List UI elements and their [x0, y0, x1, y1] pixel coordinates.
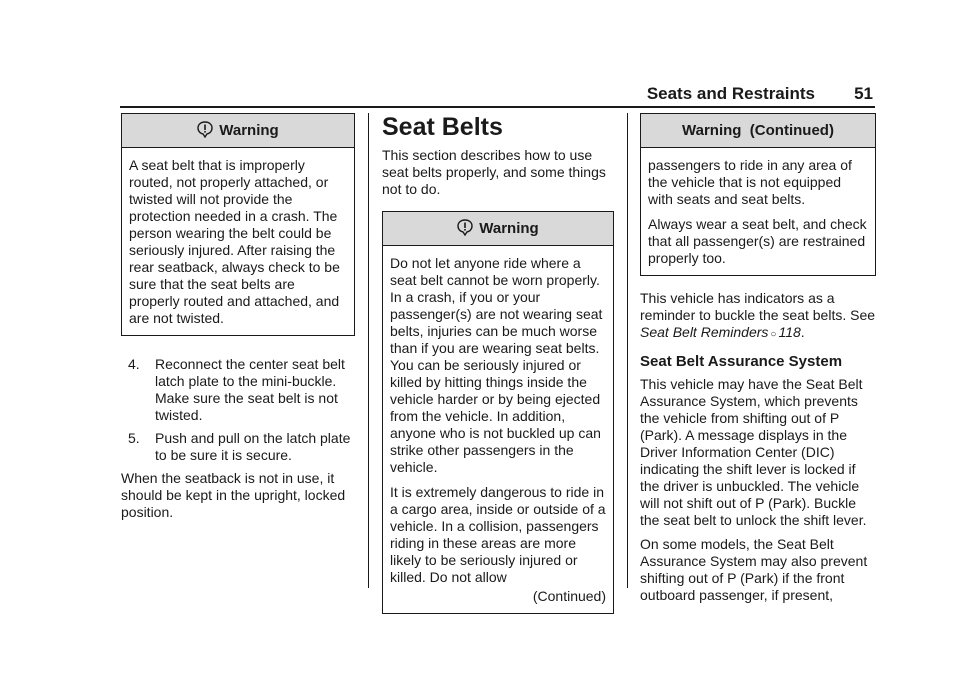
- step-item: [121, 356, 355, 424]
- step-number: 4.: [128, 356, 140, 372]
- column-2: [382, 113, 614, 628]
- step-text: Reconnect the center seat belt latch plate to the mini-buckle. Make sure the seat belt is not twisted.: [155, 356, 345, 423]
- warning-paragraph-2: Always wear a seat belt, and check that all passenger(s) are restrained properly too.: [648, 216, 867, 266]
- step-item: [121, 430, 355, 464]
- page-number: 51: [854, 84, 873, 103]
- warning-title: Warning: [219, 122, 279, 139]
- page-header: [120, 82, 875, 108]
- cross-reference-page[interactable]: 118: [778, 324, 801, 340]
- section-title: Seats and Restraints: [646, 84, 815, 103]
- indicator-paragraph: [640, 290, 876, 343]
- step-text: Push and pull on the latch plate to be sure it is secure.: [155, 430, 351, 463]
- warning-title: Warning: [479, 220, 539, 237]
- warning-paragraph-2: It is extremely dangerous to ride in a cargo area, inside or outside of a vehicle. In a collision, passengers riding in these areas are more likely to be seriously injured or killed. Do not allow: [390, 484, 606, 585]
- column-divider-1: [368, 113, 369, 588]
- closing-paragraph: When the seatback is not in use, it should be kept in the upright, locked position.: [121, 470, 346, 520]
- assurance-paragraph-1: This vehicle may have the Seat Belt Assurance System, which prevents the vehicle from shifting out of P (Park). A message displays in the Driver Information Center (DIC) indicating the shift lever is locked if the driver is unbuckled. The vehicle will not shift out of P (Park). Buckle the seat belt to unlock the shift lever.: [640, 376, 867, 528]
- warning-text: A seat belt that is improperly routed, not properly attached, or twisted will not provide the protection needed in a crash. The person wearing the belt could be seriously injured. After raising the rear seatback, always check to be sure that the seat belts are properly routed and attached, and are not twisted.: [129, 157, 340, 326]
- subsection-heading: Seat Belt Assurance System: [640, 353, 843, 370]
- cross-reference-link[interactable]: Seat Belt Reminders: [640, 324, 769, 340]
- continued-label: (Continued): [532, 588, 606, 604]
- warning-paragraph-1: passengers to ride in any area of the vehicle that is not equipped with seats and seat belts.: [648, 157, 852, 207]
- column-1: [121, 113, 355, 528]
- warning-icon: [197, 121, 213, 138]
- warning-paragraph-1: Do not let anyone ride where a seat belt cannot be worn properly. In a crash, if you or your passenger(s) are not wearing seat belts, injuries can be much worse than if you are wearing seat belts. You can be seriously injured or killed by hitting things inside the vehicle harder or by being ejected from the vehicle. In addition, anyone who is not buckled up can strike other passengers in the vehicle.: [390, 255, 603, 475]
- warning-header: [122, 114, 354, 148]
- warning-header: Warning (Continued): [641, 114, 875, 148]
- warning-header: [383, 212, 613, 246]
- intro-paragraph: This section describes how to use seat belts properly, and some things not to do.: [382, 147, 606, 197]
- page-reference-icon: ○: [770, 329, 777, 340]
- warning-box: [382, 211, 614, 614]
- indicator-end: .: [800, 324, 805, 340]
- column-divider-2: [627, 113, 628, 588]
- warning-icon: [457, 219, 473, 236]
- indicator-text: This vehicle has indicators as a reminder to buckle the seat belts. See: [640, 290, 876, 323]
- assurance-paragraph-2: On some models, the Seat Belt Assurance System may also prevent shifting out of P (Park) if the front outboard passenger, if present,: [640, 536, 868, 603]
- section-heading: Seat Belts: [382, 113, 503, 141]
- warning-continued-box: [640, 113, 876, 276]
- column-3: [640, 113, 876, 611]
- warning-box: [121, 113, 355, 336]
- step-number: 5.: [128, 430, 140, 446]
